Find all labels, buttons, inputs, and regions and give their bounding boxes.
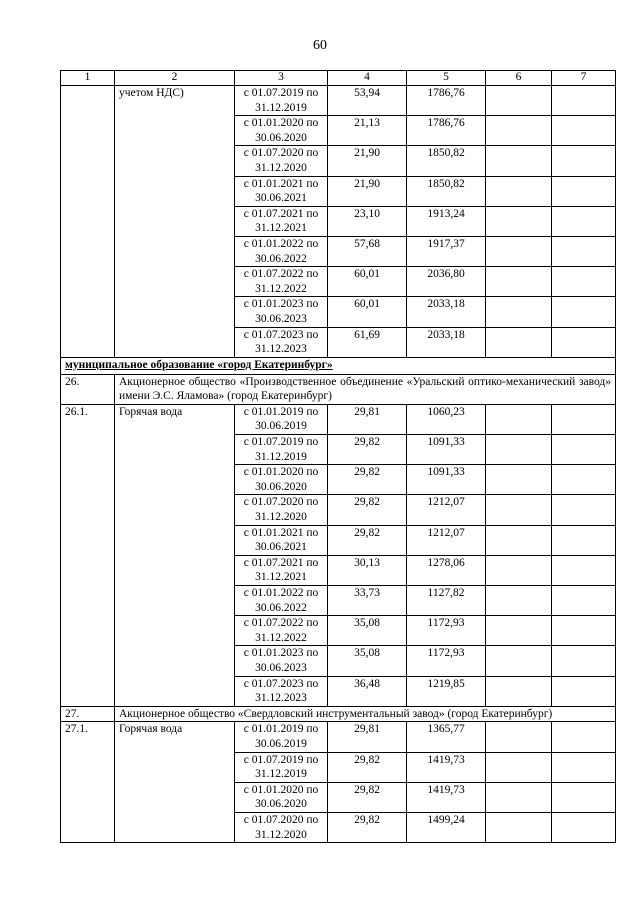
- value-col4-cell: 35,08: [328, 646, 407, 676]
- column-header: 2: [115, 71, 235, 86]
- tariff-table-body: [61, 71, 616, 843]
- table-row: [61, 404, 616, 434]
- value-col4-cell: 33,73: [328, 586, 407, 616]
- value-col4-cell: 36,48: [328, 676, 407, 706]
- empty-col6-cell: [486, 586, 552, 616]
- empty-col7-cell: [552, 525, 616, 555]
- empty-col6-cell: [486, 555, 552, 585]
- column-header: 3: [235, 71, 328, 86]
- organization-row: [61, 374, 616, 404]
- empty-col7-cell: [552, 555, 616, 585]
- empty-col6-cell: [486, 812, 552, 842]
- table-header-row: [61, 71, 616, 86]
- empty-col7-cell: [552, 236, 616, 266]
- value-col4-cell: 29,82: [328, 495, 407, 525]
- column-header: 1: [61, 71, 115, 86]
- empty-col7-cell: [552, 465, 616, 495]
- period-cell: с 01.01.2022 по 30.06.2022: [235, 586, 328, 616]
- empty-col6-cell: [486, 646, 552, 676]
- period-cell: с 01.07.2020 по 31.12.2020: [235, 146, 328, 176]
- empty-col7-cell: [552, 616, 616, 646]
- empty-col7-cell: [552, 267, 616, 297]
- section-title: муниципальное образование «город Екатеринбург»: [61, 357, 616, 374]
- page-number: 60: [313, 38, 327, 53]
- value-col4-cell: 29,82: [328, 435, 407, 465]
- value-col5-cell: 1091,33: [407, 435, 486, 465]
- value-col4-cell: 29,82: [328, 752, 407, 782]
- empty-col7-cell: [552, 782, 616, 812]
- value-col4-cell: 29,82: [328, 525, 407, 555]
- value-col5-cell: 1850,82: [407, 176, 486, 206]
- empty-col6-cell: [486, 465, 552, 495]
- value-col5-cell: 1850,82: [407, 146, 486, 176]
- empty-col6-cell: [486, 435, 552, 465]
- empty-col6-cell: [486, 525, 552, 555]
- item-label-cell: учетом НДС): [115, 86, 235, 358]
- empty-col6-cell: [486, 616, 552, 646]
- empty-col7-cell: [552, 435, 616, 465]
- value-col5-cell: 2033,18: [407, 327, 486, 357]
- value-col5-cell: 1219,85: [407, 676, 486, 706]
- empty-col7-cell: [552, 812, 616, 842]
- empty-col7-cell: [552, 297, 616, 327]
- item-number-cell: 26.1.: [61, 404, 115, 706]
- value-col4-cell: 57,68: [328, 236, 407, 266]
- period-cell: с 01.01.2022 по 30.06.2022: [235, 236, 328, 266]
- item-label-cell: Горячая вода: [115, 722, 235, 843]
- org-number-cell: 26.: [61, 374, 115, 404]
- value-col5-cell: 1419,73: [407, 752, 486, 782]
- value-col5-cell: 1786,76: [407, 116, 486, 146]
- empty-col6-cell: [486, 146, 552, 176]
- period-cell: с 01.07.2020 по 31.12.2020: [235, 812, 328, 842]
- value-col5-cell: 1913,24: [407, 206, 486, 236]
- column-header: 7: [552, 71, 616, 86]
- value-col4-cell: 53,94: [328, 86, 407, 116]
- value-col5-cell: 2033,18: [407, 297, 486, 327]
- value-col5-cell: 1172,93: [407, 616, 486, 646]
- empty-col7-cell: [552, 404, 616, 434]
- empty-col6-cell: [486, 86, 552, 116]
- empty-col7-cell: [552, 327, 616, 357]
- value-col4-cell: 29,81: [328, 722, 407, 752]
- empty-col6-cell: [486, 116, 552, 146]
- column-header: 6: [486, 71, 552, 86]
- empty-col6-cell: [486, 236, 552, 266]
- value-col5-cell: 1127,82: [407, 586, 486, 616]
- column-header: 4: [328, 71, 407, 86]
- empty-col7-cell: [552, 176, 616, 206]
- value-col5-cell: 1212,07: [407, 525, 486, 555]
- value-col4-cell: 29,82: [328, 465, 407, 495]
- value-col5-cell: 1278,06: [407, 555, 486, 585]
- value-col4-cell: 23,10: [328, 206, 407, 236]
- empty-col6-cell: [486, 782, 552, 812]
- empty-col6-cell: [486, 404, 552, 434]
- item-number-cell: [61, 86, 115, 358]
- period-cell: с 01.07.2022 по 31.12.2022: [235, 267, 328, 297]
- value-col4-cell: 21,90: [328, 146, 407, 176]
- empty-col7-cell: [552, 722, 616, 752]
- empty-col6-cell: [486, 267, 552, 297]
- org-name-cell: Акционерное общество «Производственное объединение «Уральский оптико-механический завод» имени Э.С. Яламова» (город Екатеринбург): [115, 374, 616, 404]
- empty-col6-cell: [486, 676, 552, 706]
- period-cell: с 01.07.2020 по 31.12.2020: [235, 495, 328, 525]
- value-col4-cell: 35,08: [328, 616, 407, 646]
- empty-col7-cell: [552, 116, 616, 146]
- empty-col6-cell: [486, 495, 552, 525]
- period-cell: с 01.01.2019 по 30.06.2019: [235, 722, 328, 752]
- empty-col6-cell: [486, 752, 552, 782]
- empty-col6-cell: [486, 327, 552, 357]
- period-cell: с 01.01.2021 по 30.06.2021: [235, 176, 328, 206]
- section-row: [61, 357, 616, 374]
- period-cell: с 01.01.2023 по 30.06.2023: [235, 297, 328, 327]
- value-col5-cell: 1365,77: [407, 722, 486, 752]
- value-col5-cell: 1499,24: [407, 812, 486, 842]
- empty-col7-cell: [552, 646, 616, 676]
- value-col4-cell: 60,01: [328, 297, 407, 327]
- column-header: 5: [407, 71, 486, 86]
- period-cell: с 01.01.2023 по 30.06.2023: [235, 646, 328, 676]
- value-col4-cell: 29,81: [328, 404, 407, 434]
- empty-col7-cell: [552, 586, 616, 616]
- value-col4-cell: 21,13: [328, 116, 407, 146]
- empty-col6-cell: [486, 206, 552, 236]
- value-col5-cell: 2036,80: [407, 267, 486, 297]
- table-row: [61, 86, 616, 116]
- value-col5-cell: 1786,76: [407, 86, 486, 116]
- org-number-cell: 27.: [61, 706, 115, 722]
- period-cell: с 01.01.2021 по 30.06.2021: [235, 525, 328, 555]
- period-cell: с 01.07.2019 по 31.12.2019: [235, 752, 328, 782]
- empty-col7-cell: [552, 495, 616, 525]
- period-cell: с 01.07.2019 по 31.12.2019: [235, 86, 328, 116]
- value-col5-cell: 1091,33: [407, 465, 486, 495]
- value-col5-cell: 1172,93: [407, 646, 486, 676]
- empty-col7-cell: [552, 676, 616, 706]
- value-col4-cell: 60,01: [328, 267, 407, 297]
- empty-col6-cell: [486, 722, 552, 752]
- value-col4-cell: 21,90: [328, 176, 407, 206]
- value-col5-cell: 1917,37: [407, 236, 486, 266]
- period-cell: с 01.01.2019 по 30.06.2019: [235, 404, 328, 434]
- period-cell: с 01.01.2020 по 30.06.2020: [235, 782, 328, 812]
- value-col4-cell: 30,13: [328, 555, 407, 585]
- period-cell: с 01.07.2022 по 31.12.2022: [235, 616, 328, 646]
- empty-col6-cell: [486, 297, 552, 327]
- empty-col6-cell: [486, 176, 552, 206]
- tariff-table: [60, 70, 616, 843]
- empty-col7-cell: [552, 206, 616, 236]
- organization-row: [61, 706, 616, 722]
- value-col5-cell: 1060,23: [407, 404, 486, 434]
- value-col4-cell: 61,69: [328, 327, 407, 357]
- table-row: [61, 722, 616, 752]
- value-col5-cell: 1419,73: [407, 782, 486, 812]
- period-cell: с 01.07.2019 по 31.12.2019: [235, 435, 328, 465]
- item-number-cell: 27.1.: [61, 722, 115, 843]
- period-cell: с 01.07.2023 по 31.12.2023: [235, 327, 328, 357]
- item-label-cell: Горячая вода: [115, 404, 235, 706]
- value-col5-cell: 1212,07: [407, 495, 486, 525]
- empty-col7-cell: [552, 86, 616, 116]
- empty-col7-cell: [552, 146, 616, 176]
- value-col4-cell: 29,82: [328, 782, 407, 812]
- period-cell: с 01.01.2020 по 30.06.2020: [235, 116, 328, 146]
- value-col4-cell: 29,82: [328, 812, 407, 842]
- period-cell: с 01.01.2020 по 30.06.2020: [235, 465, 328, 495]
- period-cell: с 01.07.2021 по 31.12.2021: [235, 555, 328, 585]
- period-cell: с 01.07.2023 по 31.12.2023: [235, 676, 328, 706]
- empty-col7-cell: [552, 752, 616, 782]
- period-cell: с 01.07.2021 по 31.12.2021: [235, 206, 328, 236]
- org-name-cell: Акционерное общество «Свердловский инструментальный завод» (город Екатеринбург): [115, 706, 616, 722]
